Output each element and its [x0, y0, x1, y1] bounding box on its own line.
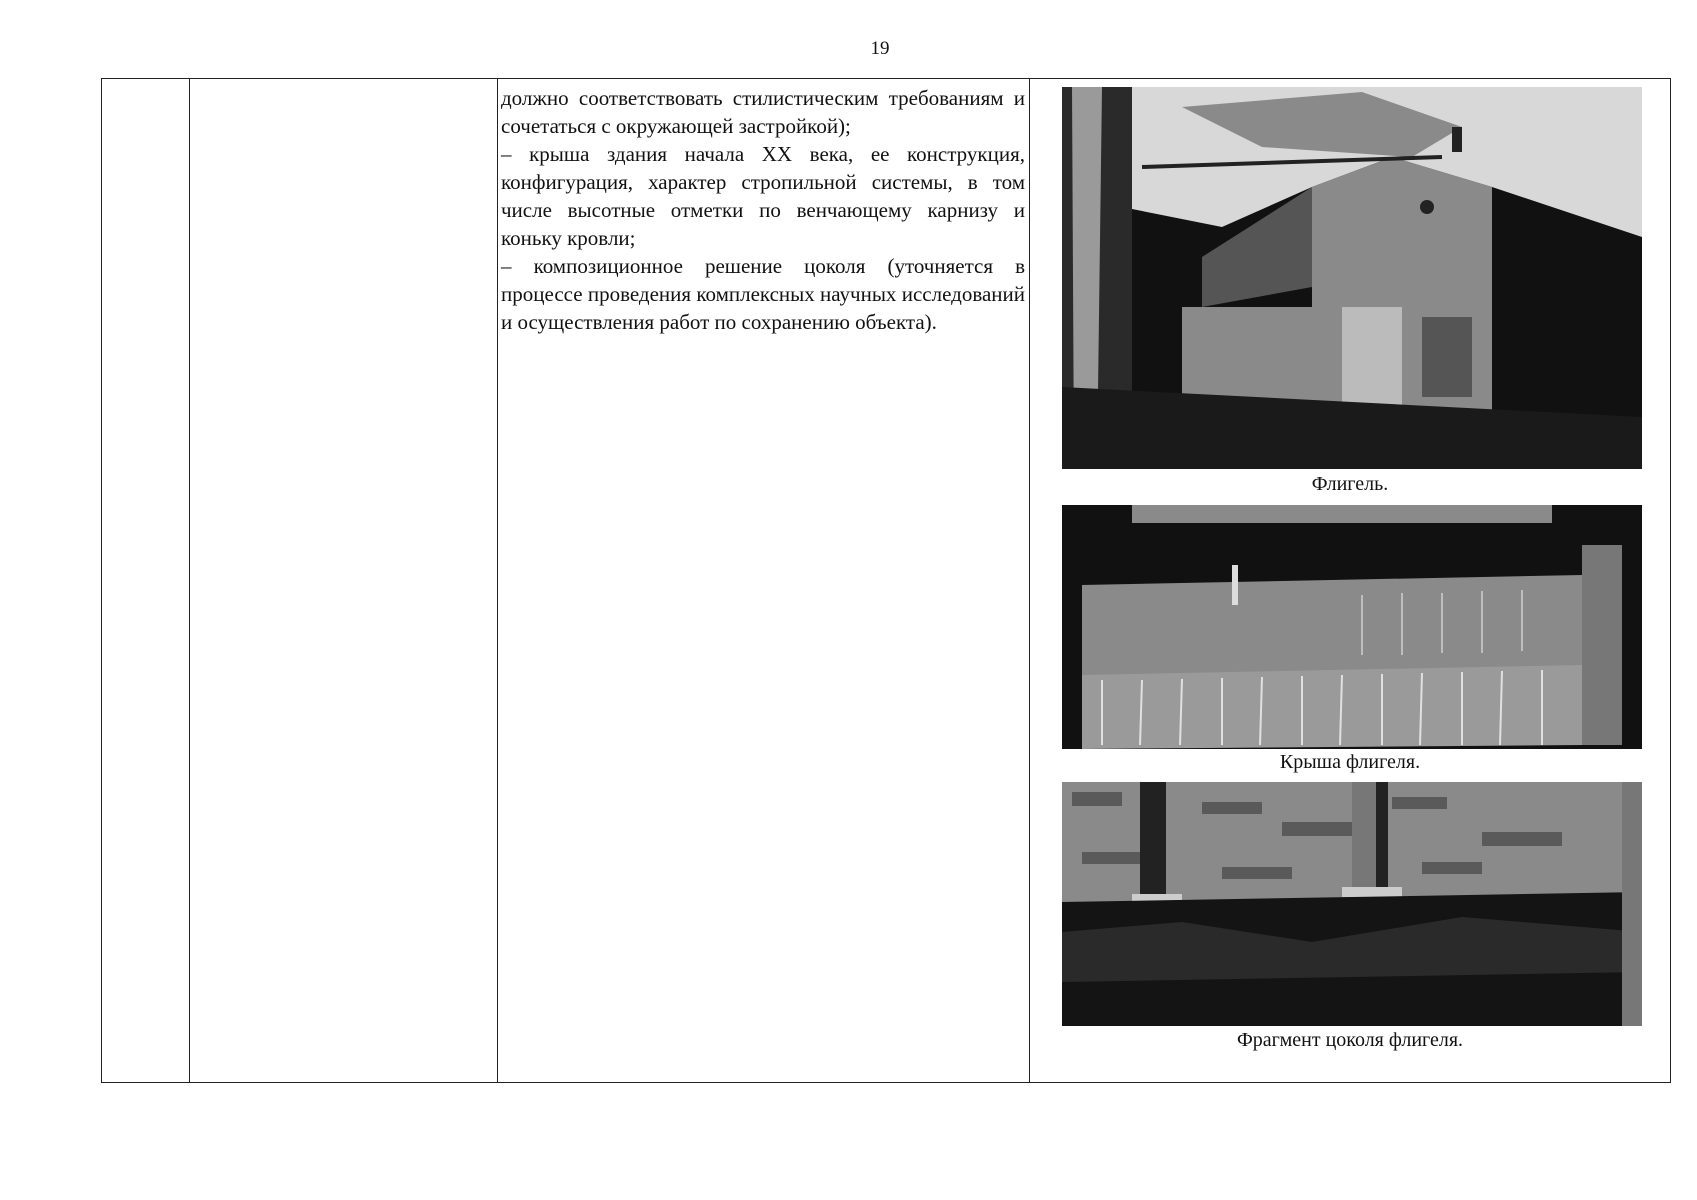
table-column-number — [102, 79, 190, 1082]
plinth-image — [1062, 782, 1642, 1026]
table-column-name — [190, 79, 498, 1082]
photo-plinth-fragment — [1062, 782, 1642, 1026]
photo-wing-building — [1062, 87, 1642, 469]
paragraph: должно соответствовать стилистическим требованиям и сочетаться с окружающей застройкой); — [501, 86, 1025, 138]
wing-building-image — [1062, 87, 1642, 469]
paragraph: – композиционное решение цоколя (уточняется в процессе проведения комплексных научных исследований и осуществления работ по сохранению объекта). — [501, 254, 1025, 334]
photo-caption: Крыша флигеля. — [1279, 751, 1421, 773]
photo-roof — [1062, 505, 1642, 749]
description-text — [501, 84, 1025, 336]
roof-image — [1062, 505, 1642, 749]
photo-caption: Флигель. — [1311, 473, 1389, 495]
page-number: 19 — [870, 38, 890, 59]
paragraph: – крыша здания начала XX века, ее конструкция, конфигурация, характер стропильной системы, в том числе высотные отметки по венчающему карнизу и коньку кровли; — [501, 142, 1025, 250]
document-table — [101, 78, 1671, 1083]
photo-caption: Фрагмент цоколя флигеля. — [1236, 1029, 1464, 1051]
